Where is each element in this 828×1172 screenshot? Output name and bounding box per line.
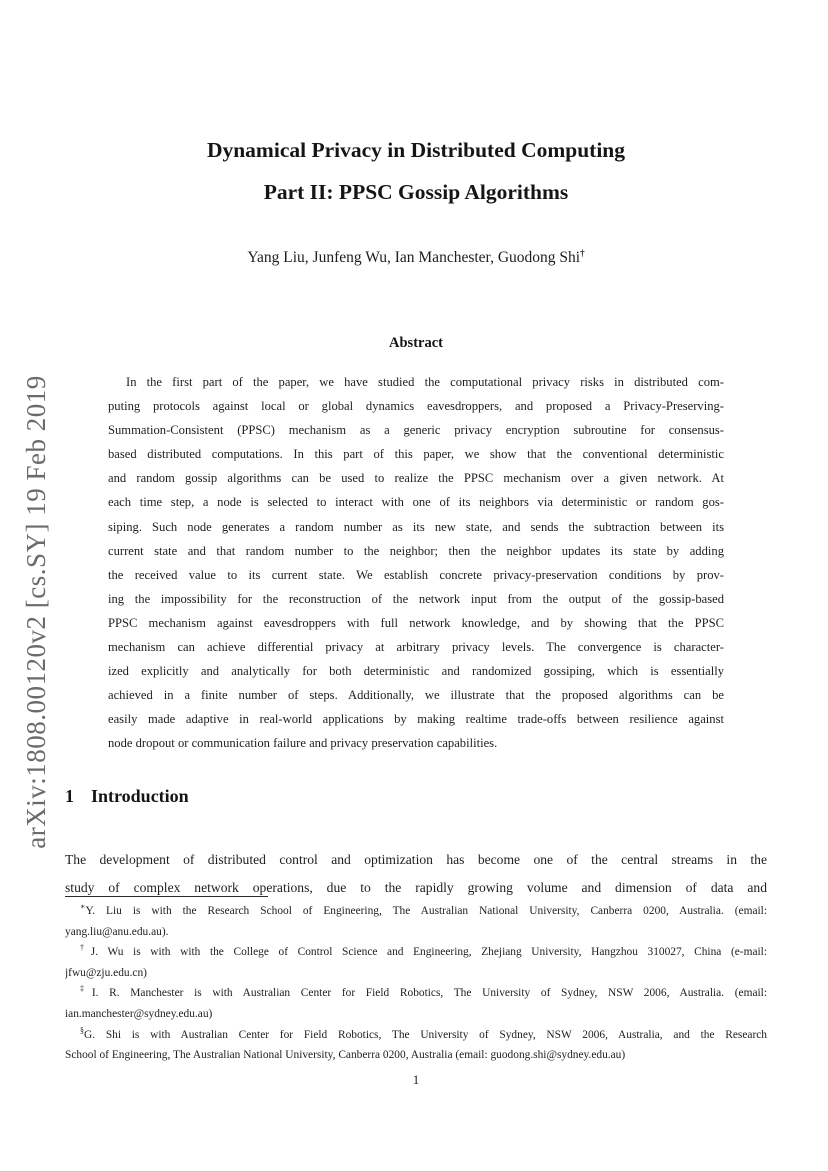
footnote-line	[65, 942, 767, 963]
footnote-mark: ∗	[80, 902, 86, 912]
footnote-rule	[65, 896, 268, 897]
abstract-line: easily made adaptive in real-world applications by making realtime trade-offs between resilience against	[108, 712, 724, 727]
footnote-line: yang.liu@anu.edu.au).	[65, 925, 169, 938]
abstract-line: siping. Such node generates a random number as its new state, and sends the subtraction between its	[108, 519, 724, 534]
abstract-line: PPSC mechanism against eavesdroppers with full network knowledge, and by showing that the PPSC	[108, 615, 724, 630]
footnote-line: ian.manchester@sydney.edu.au)	[65, 1007, 213, 1020]
abstract-heading: Abstract	[389, 335, 443, 351]
abstract-line: current state and that random number to the neighbor; then the neighbor updates its state by adding	[108, 543, 724, 558]
author-line	[65, 248, 767, 267]
section-title: Introduction	[91, 786, 189, 806]
footnote-line: jfwu@zju.edu.cn)	[65, 966, 147, 979]
section-number: 1	[65, 786, 74, 806]
paper-title-line-2: Part II: PPSC Gossip Algorithms	[263, 180, 569, 204]
footnotes-block	[65, 901, 767, 1066]
paper-title-line-1: Dynamical Privacy in Distributed Computing	[206, 138, 626, 162]
footnote-mark: †	[80, 943, 91, 953]
abstract-line: puting protocols against local or global dynamics eavesdroppers, and proposed a Privacy-Preserving-	[108, 399, 724, 414]
abstract-line: and random gossip algorithms can be used to realize the PPSC mechanism over a given network. At	[108, 471, 724, 486]
footnote-mark: §	[80, 1025, 84, 1035]
abstract-line: Summation-Consistent (PPSC) mechanism as a generic privacy encryption subroutine for consensus-	[108, 423, 724, 438]
abstract-line: each time step, a node is selected to interact with one of its neighbors via deterministic or random gos-	[108, 495, 724, 510]
footnote-text: I. R. Manchester is with Australian Center for Field Robotics, The University of Sydney, NSW 2006, Australia. (email:	[91, 987, 767, 1000]
page-number: 1	[412, 1072, 420, 1087]
abstract-line: ized explicitly and analytically for both deterministic and randomized gossiping, which is essentially	[108, 664, 724, 679]
footnote-line	[65, 1025, 767, 1046]
footnote-mark: ‡	[80, 984, 92, 994]
footnote-text: Y. Liu is with the Research School of Engineering, The Australian National University, Canberra 0200, Australia. (email:	[85, 905, 767, 917]
abstract-line: ing the impossibility for the reconstruction of the network input from the output of the gossip-based	[108, 591, 724, 606]
abstract-line: based distributed computations. In this part of this paper, we show that the conventional deterministic	[108, 447, 724, 462]
body-line: study of complex network operations, due to the rapidly growing volume and dimension of data and	[65, 879, 767, 895]
abstract-line: the received value to its current state. We establish concrete privacy-preservation conditions by prov-	[108, 567, 724, 582]
abstract-line: In the first part of the paper, we have studied the computational privacy risks in distributed com-	[126, 375, 724, 389]
abstract-line: achieved in a finite number of steps. Additionally, we illustrate that the proposed algorithms can be	[108, 688, 724, 703]
body-line: The development of distributed control and optimization has become one of the central streams in the	[65, 852, 767, 867]
footnote-line: School of Engineering, The Australian National University, Canberra 0200, Australia (email: guodong.shi@sydney.edu.au)	[65, 1049, 626, 1062]
abstract-body	[108, 370, 724, 756]
abstract-line: node dropout or communication failure and privacy preservation capabilities.	[108, 736, 498, 751]
section-heading-introduction	[65, 786, 767, 807]
author-names: Yang Liu, Junfeng Wu, Ian Manchester, Guodong Shi	[247, 249, 581, 267]
footnote-text: G. Shi is with Australian Center for Field Robotics, The University of Sydney, NSW 2006, Australia, and the Research	[84, 1028, 767, 1041]
abstract-line: mechanism can achieve differential privacy at arbitrary privacy levels. The convergence is character-	[108, 640, 724, 655]
arxiv-watermark: arXiv:1808.00120v2 [cs.SY] 19 Feb 2019	[21, 375, 51, 849]
footnote-line	[65, 983, 767, 1004]
footnote-text: J. Wu is with with the College of Control Science and Engineering, Zhejiang University, Hangzhou 310027, China (e-mail:	[90, 946, 767, 959]
introduction-paragraph	[65, 846, 767, 901]
author-footnote-mark: †	[580, 248, 585, 258]
footnote-line	[65, 901, 767, 922]
